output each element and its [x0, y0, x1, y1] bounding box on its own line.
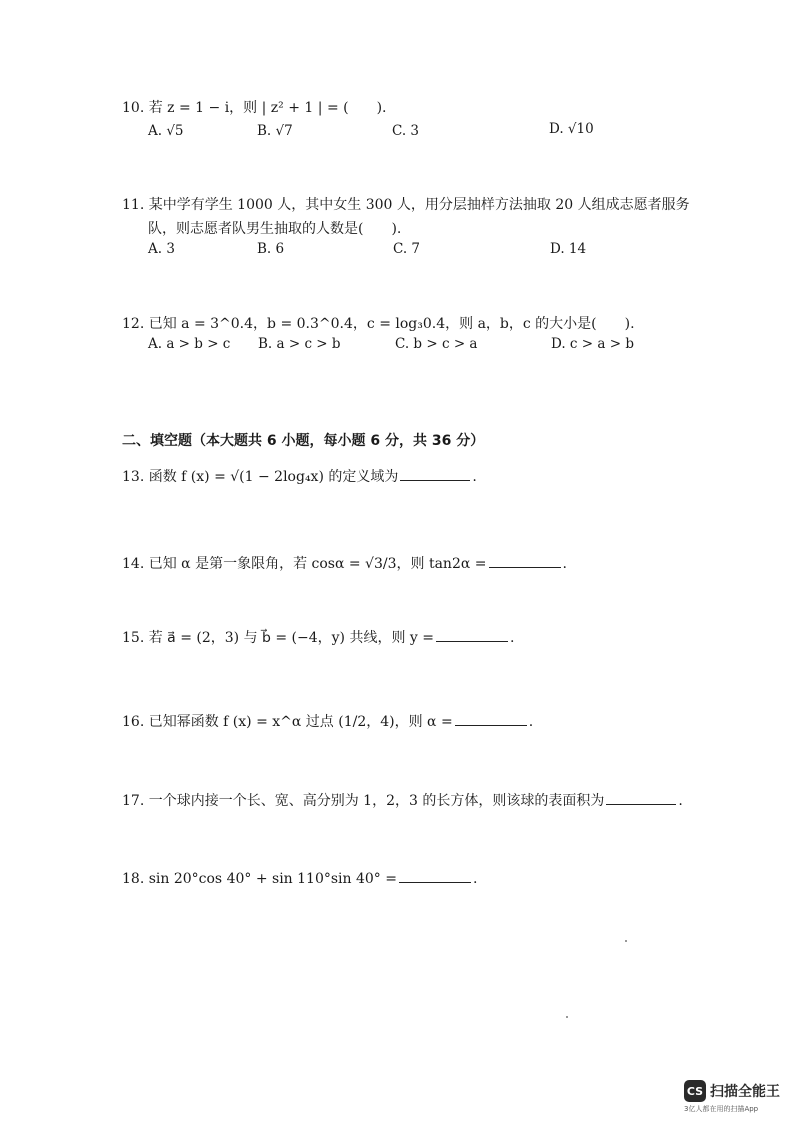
- scan-speck: [625, 940, 627, 942]
- question-13-end: .: [472, 469, 477, 485]
- question-18-end: .: [472, 871, 478, 887]
- scanner-watermark: [684, 1080, 780, 1102]
- watermark-tagline: 3亿人都在用的扫描App: [684, 1105, 759, 1113]
- section-2-title: 二、填空题（本大题共 6 小题，每小题 6 分，共 36 分）: [122, 433, 485, 449]
- question-17: [122, 790, 683, 810]
- question-11-option-b: B. 6: [257, 241, 285, 257]
- question-12-option-d: D. c > a > b: [551, 336, 634, 352]
- question-11-line-1: 11. 某中学有学生 1000 人，其中女生 300 人，用分层抽样方法抽取 20 人组成志愿者服务: [122, 197, 690, 213]
- scan-speck: [566, 1016, 568, 1018]
- question-16-text: 16. 已知幂函数 f (x) = x^α 过点 (1/2，4)，则 α =: [122, 714, 453, 730]
- question-12: 12. 已知 a = 3^0.4，b = 0.3^0.4，c = log₃0.4，则 a，b，c 的大小是( ).: [122, 316, 635, 332]
- question-10-option-c: C. 3: [392, 123, 420, 139]
- question-11-option-c: C. 7: [393, 241, 421, 257]
- question-11-option-a: A. 3: [148, 241, 175, 257]
- question-17-end: .: [678, 793, 683, 809]
- question-12-option-c: C. b > c > a: [395, 336, 478, 352]
- cs-logo-icon: CS: [684, 1080, 706, 1102]
- question-15-end: .: [510, 630, 515, 646]
- question-12-option-a: A. a > b > c: [148, 336, 231, 352]
- answer-blank-14[interactable]: [489, 553, 561, 568]
- question-12-option-b: B. a > c > b: [258, 336, 341, 352]
- question-10-option-b: B. √7: [257, 123, 293, 139]
- question-10: 10. 若 z = 1 − i，则 | z² + 1 | = ( ).: [122, 100, 387, 116]
- question-10-option-d: D. √10: [549, 121, 594, 137]
- question-16: [122, 711, 533, 731]
- question-14-text: 14. 已知 α 是第一象限角，若 cosα = √3/3，则 tan2α =: [122, 556, 487, 572]
- answer-blank-17[interactable]: [606, 790, 676, 805]
- question-13: [122, 466, 477, 486]
- question-18: [122, 868, 477, 887]
- question-16-end: .: [528, 714, 534, 730]
- question-13-text: 13. 函数 f (x) = √(1 − 2log₄x) 的定义域为: [122, 469, 399, 485]
- question-15: [122, 627, 514, 647]
- watermark-app-name: 扫描全能王: [710, 1084, 780, 1100]
- answer-blank-16[interactable]: [455, 711, 527, 726]
- question-15-text: 15. 若 a⃗ = (2，3) 与 b⃗ = (−4，y) 共线，则 y =: [122, 630, 434, 646]
- answer-blank-18[interactable]: [399, 868, 471, 883]
- question-17-text: 17. 一个球内接一个长、宽、高分别为 1，2，3 的长方体，则该球的表面积为: [122, 793, 605, 809]
- answer-blank-15[interactable]: [436, 627, 508, 642]
- question-11-line-2: 队，则志愿者队男生抽取的人数是( ).: [148, 221, 402, 237]
- question-14-end: .: [562, 556, 567, 572]
- question-14: [122, 553, 567, 573]
- question-11-option-d: D. 14: [550, 241, 587, 257]
- question-18-text: 18. sin 20°cos 40° + sin 110°sin 40° =: [122, 871, 397, 887]
- answer-blank-13[interactable]: [400, 466, 470, 481]
- question-10-option-a: A. √5: [148, 123, 184, 139]
